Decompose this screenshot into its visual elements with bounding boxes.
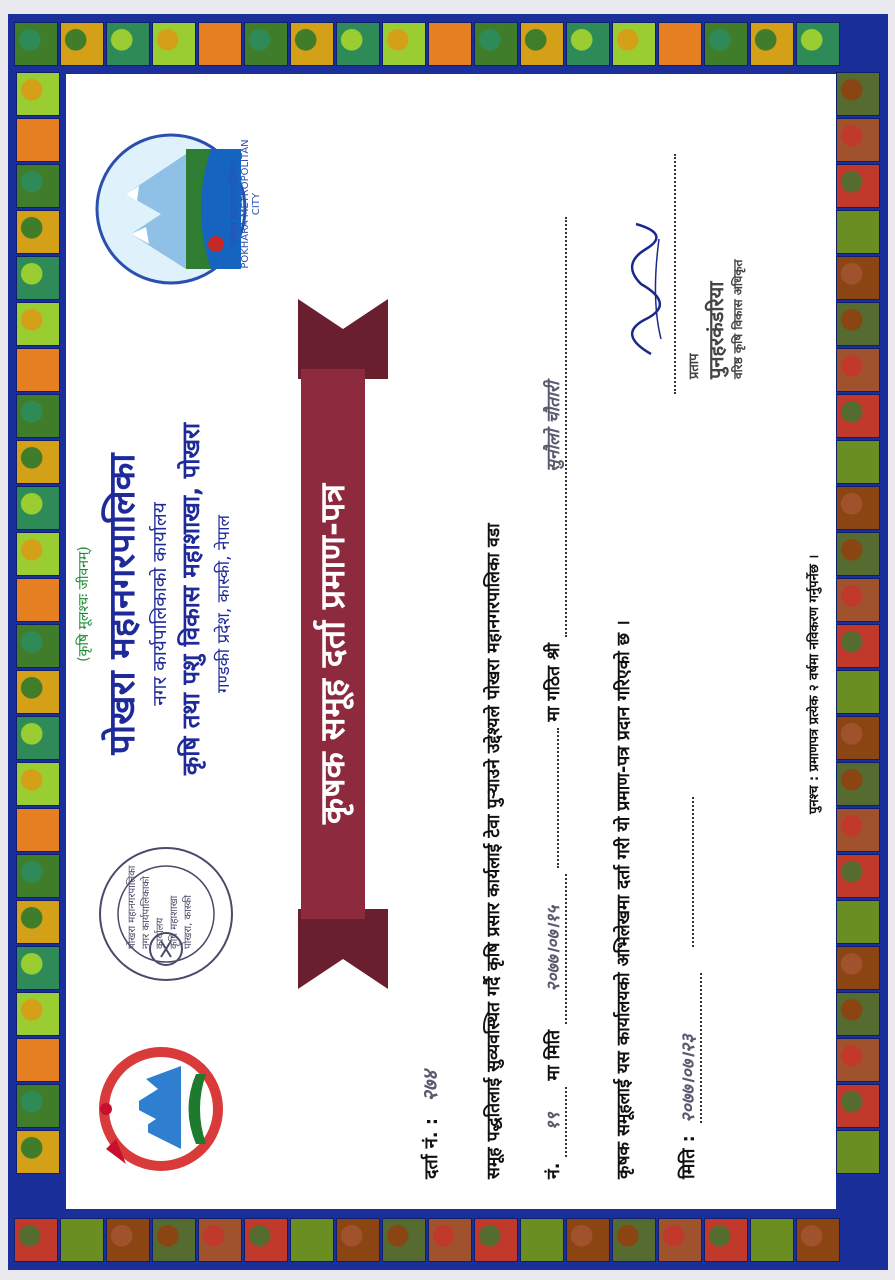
border-photo-tile <box>836 486 880 530</box>
border-photo-tile <box>836 440 880 484</box>
border-photo-tile <box>836 302 880 346</box>
border-photo-tile <box>704 1218 748 1262</box>
branch-name: कृषि तथा पशु विकास महाशाखा, पोखरा <box>177 422 205 776</box>
registration-number-row <box>416 1070 443 1179</box>
border-photo-tile <box>198 22 242 66</box>
border-photo-tile <box>198 1218 242 1262</box>
border-photo-tile <box>428 1218 472 1262</box>
formed-label: मा गठित श्री <box>544 642 564 722</box>
issue-date-value: २०७७।०७।२३ <box>676 973 702 1123</box>
registration-label: दर्ता नं. : <box>421 1117 442 1179</box>
border-photo-tile <box>16 302 60 346</box>
border-photo-tile <box>290 22 334 66</box>
border-photo-tile <box>16 670 60 714</box>
office-name: नगर कार्यपालिकाको कार्यालय <box>149 502 171 706</box>
border-photo-tile <box>16 762 60 806</box>
border-photo-tile <box>16 808 60 852</box>
border-photo-tile <box>658 22 702 66</box>
border-photo-tile <box>836 210 880 254</box>
border-photo-tile <box>836 578 880 622</box>
border-photo-tile <box>836 348 880 392</box>
border-photo-tile <box>520 22 564 66</box>
border-photo-tile <box>106 1218 150 1262</box>
renewal-note: पुनश्च : प्रमाणपत्र प्रत्येक २ वर्षमा नविकरण गर्नुपर्नेछ । <box>807 554 822 814</box>
border-photo-tile <box>566 1218 610 1262</box>
ward-value: १९ <box>544 1112 564 1131</box>
border-photo-tile <box>14 22 58 66</box>
signature-icon <box>611 219 671 359</box>
border-photo-tile <box>16 624 60 668</box>
border-photo-tile <box>16 716 60 760</box>
border-photo-tile <box>16 164 60 208</box>
border-photo-tile <box>16 1038 60 1082</box>
signatory-name: प्रताप <box>687 353 702 379</box>
border-photo-tile <box>836 670 880 714</box>
border-photo-tile <box>836 762 880 806</box>
border-photo-tile <box>836 164 880 208</box>
border-photo-tile <box>796 1218 840 1262</box>
border-photo-tile <box>704 22 748 66</box>
border-photo-tile <box>16 578 60 622</box>
border-photo-tile <box>16 992 60 1036</box>
border-photo-tile <box>836 72 880 116</box>
stamp-line: कृषि महाशाखा <box>169 895 180 949</box>
border-photo-tile <box>60 1218 104 1262</box>
border-photo-tile <box>836 256 880 300</box>
border-photo-tile <box>16 118 60 162</box>
border-photo-tile <box>16 72 60 116</box>
border-photo-tile <box>836 716 880 760</box>
certificate-content <box>66 74 836 1209</box>
border-photo-tile <box>836 1038 880 1082</box>
border-photo-tile <box>836 946 880 990</box>
border-photo-tile <box>16 486 60 530</box>
certificate-paper <box>66 74 836 1209</box>
border-photo-tile <box>14 1218 58 1262</box>
border-photo-tile <box>382 22 426 66</box>
signatory-designation: वरिष्ठ कृषि विकास अधिकृत <box>731 259 745 379</box>
border-photo-tile <box>750 1218 794 1262</box>
border-photo-tile <box>16 854 60 898</box>
border-photo-tile <box>836 624 880 668</box>
group-name-value: सुनौलो चौतारी <box>544 381 564 473</box>
border-photo-tile <box>612 22 656 66</box>
border-photo-tile <box>16 256 60 300</box>
border-photo-tile <box>60 22 104 66</box>
border-photo-tile <box>16 532 60 576</box>
body-line-1: समूह पद्धतिलाई सुव्यवस्थित गर्दै कृषि प्रसार कार्यलाई टेवा पुऱ्याउने उद्देश्यले पोखरा महानगरपालिका वडा <box>484 523 504 1179</box>
border-photo-tile <box>836 1084 880 1128</box>
border-photo-tile <box>836 808 880 852</box>
nepal-emblem-icon <box>86 1034 236 1184</box>
border-photo-tile <box>520 1218 564 1262</box>
border-photo-tile <box>244 22 288 66</box>
border-photo-tile <box>16 900 60 944</box>
issue-date-label: मिति : <box>678 1135 699 1179</box>
body-line-2 <box>541 217 567 1179</box>
border-photo-tile <box>16 1130 60 1174</box>
border-photo-tile <box>336 1218 380 1262</box>
issue-date-row <box>676 797 702 1179</box>
ward-label: नं. <box>544 1162 564 1179</box>
border-photo-tile <box>796 22 840 66</box>
stamp-line: पोखरा, कास्की <box>183 895 194 949</box>
border-photo-tile <box>836 900 880 944</box>
border-photo-tile <box>152 22 196 66</box>
signatory-stamp <box>684 149 746 379</box>
border-photo-tile <box>474 22 518 66</box>
stamp-line: पोखरा महानगरपालिका <box>127 865 138 949</box>
city-name: पोखरा महानगरपालिका <box>102 453 143 755</box>
stamp-line: नगर कार्यपालिकाको कार्यालय <box>141 876 166 949</box>
logo-text <box>226 129 262 279</box>
border-photo-tile <box>16 394 60 438</box>
border-photo-tile <box>290 1218 334 1262</box>
certificate-title: कृषक समूह दर्ता प्रमाण-पत्र <box>313 483 353 825</box>
border-photo-tile <box>336 22 380 66</box>
border-photo-tile <box>836 1130 880 1174</box>
border-photo-tile <box>382 1218 426 1262</box>
motto: (कृषि मूलश्चः जीवनम्) <box>76 546 92 662</box>
border-photo-tile <box>836 854 880 898</box>
border-photo-tile <box>836 992 880 1036</box>
border-photo-tile <box>566 22 610 66</box>
province-address: गण्डकी प्रदेश, कास्की, नेपाल <box>214 514 234 694</box>
body-line-3: कृषक समूहलाई यस कार्यालयको अभिलेखमा दर्ता गरी यो प्रमाण-पत्र प्रदान गरिएको छ । <box>614 620 634 1179</box>
border-photo-tile <box>612 1218 656 1262</box>
border-photo-tile <box>16 946 60 990</box>
border-photo-tile <box>106 22 150 66</box>
border-photo-tile <box>428 22 472 66</box>
registration-value: २७४ <box>418 1070 442 1102</box>
logo-text-en: POKHARA METROPOLITAN CITY <box>240 139 262 269</box>
border-photo-tile <box>836 532 880 576</box>
border-photo-tile <box>836 394 880 438</box>
border-photo-tile <box>16 348 60 392</box>
border-photo-tile <box>16 440 60 484</box>
border-photo-tile <box>16 1084 60 1128</box>
border-photo-tile <box>836 118 880 162</box>
date-label: मा मिति <box>544 1029 564 1081</box>
border-photo-tile <box>474 1218 518 1262</box>
formation-date-value: २०७७।०७।१५ <box>544 905 564 992</box>
signature-line <box>674 154 676 394</box>
border-photo-tile <box>244 1218 288 1262</box>
border-photo-tile <box>16 210 60 254</box>
border-photo-tile <box>152 1218 196 1262</box>
border-photo-tile <box>750 22 794 66</box>
logo-text-np: पोखरा महानगरपालिका <box>229 162 240 246</box>
border-photo-tile <box>658 1218 702 1262</box>
signatory-surname: पुनहरकंडरिया <box>704 281 728 379</box>
